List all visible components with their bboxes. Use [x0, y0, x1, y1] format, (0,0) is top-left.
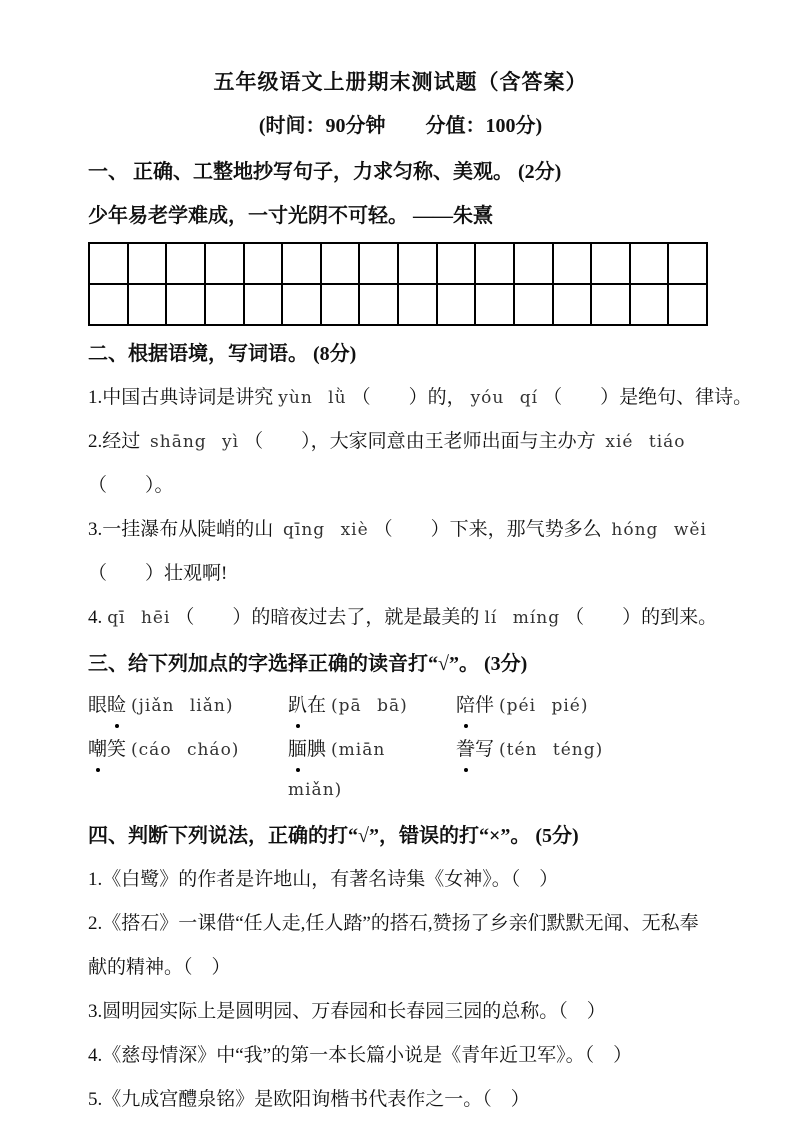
judge-item-5: 5.《九成宫醴泉铭》是欧阳询楷书代表作之一。（ ） [88, 1089, 530, 1110]
text-segment: （ ）的暗夜过去了，就是最美的 [175, 607, 480, 628]
target-word: 趴在 [288, 695, 326, 716]
grid-cell [89, 284, 128, 325]
text-line [88, 508, 713, 552]
text-segment: 3.一挂瀑布从陡峭的山 [88, 519, 279, 540]
grid-cell [668, 284, 707, 325]
grid-cell [205, 243, 244, 284]
pronunciation-row-1 [88, 686, 713, 726]
pinyin-label: xié tiáo [605, 432, 686, 452]
pronunciation-choice [88, 686, 288, 726]
grid-cell [514, 284, 553, 325]
grid-cell [128, 243, 167, 284]
grid-row [89, 284, 707, 325]
text-segment: （ ）壮观啊! [88, 563, 228, 584]
target-word: 陪伴 [456, 695, 494, 716]
judge-item-4: 4.《慈母情深》中“我”的第一本长篇小说是《青年近卫军》。（ ） [88, 1045, 633, 1066]
section-two-heading: 二、根据语境，写词语。 (8分) [88, 343, 357, 365]
text-segment: 1.中国古典诗词是讲究 [88, 387, 274, 408]
text-segment: （ ），大家同意由王老师出面与主办方 [244, 431, 601, 452]
pinyin-label: yùn lǜ [278, 388, 347, 408]
question-item-3 [88, 508, 713, 596]
judge-item-1: 1.《白鹭》的作者是许地山，有著名诗集《女神》。（ ） [88, 869, 559, 890]
pinyin-options: (péi pié) [499, 696, 589, 716]
grid-cell [205, 284, 244, 325]
grid-cell [321, 243, 360, 284]
judge-item-3: 3.圆明园实际上是圆明园、万春园和长春园三园的总称。（ ） [88, 1001, 606, 1022]
copy-sentence-quote: 少年易老学难成，一寸光阴不可轻。 ——朱熹 [88, 205, 493, 227]
grid-cell [128, 284, 167, 325]
grid-cell [553, 284, 592, 325]
pinyin-label: qīng xiè [283, 520, 369, 540]
pinyin-label: qī hēi [107, 608, 171, 628]
text-segment: 2.经过 [88, 431, 146, 452]
text-line [88, 596, 718, 640]
grid-cell [282, 284, 321, 325]
grid-cell [359, 284, 398, 325]
grid-cell [398, 243, 437, 284]
grid-row [89, 243, 707, 284]
grid-cell [514, 243, 553, 284]
pronunciation-choice [288, 686, 456, 726]
grid-cell [591, 243, 630, 284]
pinyin-label: shāng yì [150, 432, 240, 452]
grid-cell [630, 284, 669, 325]
grid-cell [668, 243, 707, 284]
target-word: 嘲笑 [88, 739, 126, 760]
text-segment: 4. [88, 607, 103, 628]
question-item-2 [88, 420, 713, 508]
text-line [88, 420, 713, 464]
pronunciation-choice [88, 730, 288, 810]
pronunciation-row-2 [88, 730, 713, 810]
pinyin-label: lí míng [484, 608, 561, 628]
section-one [88, 150, 713, 326]
grid-cell [89, 243, 128, 284]
text-segment: （ ）的到来。 [565, 607, 718, 628]
grid-cell [553, 243, 592, 284]
text-segment: （ ）。 [88, 475, 174, 496]
text-line [88, 464, 713, 508]
section-three-heading: 三、给下列加点的字选择正确的读音打“√”。 (3分) [88, 653, 528, 675]
pronunciation-choice [456, 730, 608, 810]
pinyin-label: hóng wěi [611, 520, 707, 540]
section-three [88, 642, 713, 810]
grid-cell [475, 243, 514, 284]
judge-item-2: 2.《搭石》一课借“任人走,任人踏”的搭石,赞扬了乡亲们默默无闻、无私奉献的精神。（ ） [88, 913, 699, 978]
section-two [88, 332, 753, 640]
target-word: 誊写 [456, 739, 494, 760]
exam-title: 五年级语文上册期末测试题（含答案） [213, 70, 588, 94]
pinyin-options: (cáo cháo) [131, 740, 240, 760]
question-item-1 [88, 376, 753, 420]
grid-cell [591, 284, 630, 325]
pinyin-options: (tén téng) [499, 740, 604, 760]
grid-cell [244, 243, 283, 284]
grid-cell [282, 243, 321, 284]
text-segment: （ ）的， [351, 387, 466, 408]
grid-cell [166, 243, 205, 284]
question-item-4 [88, 596, 718, 640]
grid-cell [630, 243, 669, 284]
copy-grid [88, 242, 708, 326]
grid-cell [321, 284, 360, 325]
grid-cell [437, 284, 476, 325]
pronunciation-choice [456, 686, 593, 726]
text-segment: （ ）是绝句、律诗。 [543, 387, 753, 408]
text-line [88, 552, 713, 596]
pinyin-label: yóu qí [470, 388, 539, 408]
pinyin-options: (pā bā) [331, 696, 408, 716]
exam-info: (时间：90分钟 分值：100分) [258, 115, 543, 137]
grid-cell [244, 284, 283, 325]
target-word: 腼腆 [288, 739, 326, 760]
section-four-heading: 四、判断下列说法，正确的打“√”，错误的打“×”。 (5分) [88, 825, 579, 847]
grid-cell [437, 243, 476, 284]
text-segment: （ ）下来，那气势多么 [373, 519, 607, 540]
pinyin-options: (jiǎn liǎn) [131, 696, 234, 716]
grid-cell [475, 284, 514, 325]
section-one-heading: 一、 正确、工整地抄写句子，力求匀称、美观。 (2分) [88, 161, 562, 183]
grid-cell [359, 243, 398, 284]
grid-cell [398, 284, 437, 325]
pronunciation-choice [288, 730, 456, 810]
pinyin-options: (miān miǎn) [288, 740, 386, 800]
section-four [88, 814, 713, 1122]
text-line [88, 376, 753, 420]
target-word: 眼睑 [88, 695, 126, 716]
grid-cell [166, 284, 205, 325]
